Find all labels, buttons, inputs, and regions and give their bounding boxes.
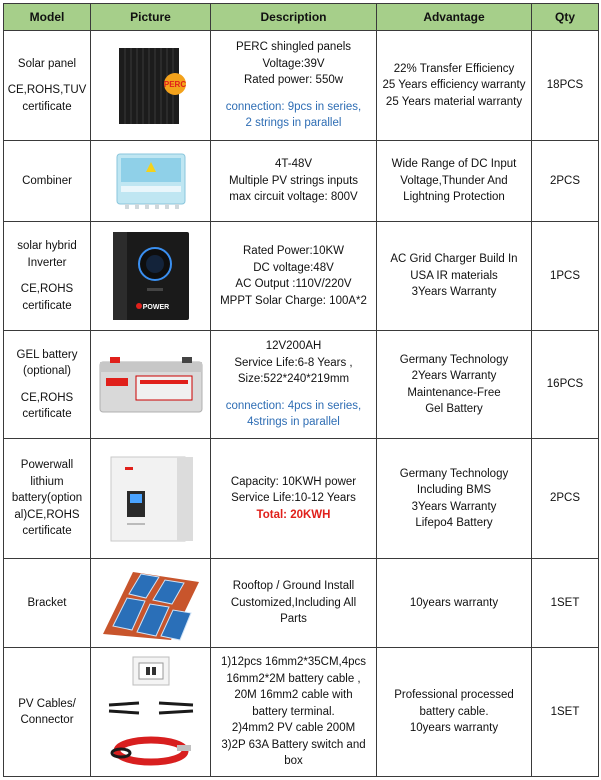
- qty-cell: 18PCS: [532, 31, 599, 141]
- product-table: [3, 3, 599, 777]
- description-cell: 4T-48V Multiple PV strings inputs max circuit voltage: 800V: [211, 141, 377, 222]
- model-cell: Bracket: [4, 559, 91, 648]
- description-cell: Capacity: 10KWH power Service Life:10-12 Years Total: 20KWH: [211, 439, 377, 559]
- picture-cell: [91, 439, 211, 559]
- perc-badge: PERC: [163, 79, 186, 89]
- total-capacity: Total: 20KWH: [256, 508, 331, 521]
- model-cell: GEL battery (optional) CE,ROHS certificate: [4, 331, 91, 439]
- description-cell: PERC shingled panels Voltage:39V Rated power: 550w connection: 9pcs in series, 2 strings in parallel: [211, 31, 377, 141]
- description-cell: Rated Power:10KW DC voltage:48V AC Output :110V/220V MPPT Solar Charge: 100A*2: [211, 222, 377, 331]
- table-row: [4, 222, 599, 331]
- advantage-cell: Germany Technology Including BMS 3Years Warranty Lifepo4 Battery: [377, 439, 532, 559]
- description-cell: 1)12pcs 16mm2*35CM,4pcs 16mm2*2M battery cable , 20M 16mm2 cable with battery terminal. 2)4mm2 PV cable 200M 3)2P 63A Battery switch and box: [211, 648, 377, 777]
- description-cell: 12V200AH Service Life:6-8 Years , Size:522*240*219mm connection: 4pcs in series, 4strings in parallel: [211, 331, 377, 439]
- header-picture: Picture: [91, 4, 211, 31]
- table-row: [4, 331, 599, 439]
- qty-cell: 2PCS: [532, 439, 599, 559]
- qty-cell: 2PCS: [532, 141, 599, 222]
- table-row: [4, 439, 599, 559]
- table-row: [4, 648, 599, 777]
- picture-cell: [91, 31, 211, 141]
- qty-cell: 16PCS: [532, 331, 599, 439]
- table-row: [4, 559, 599, 648]
- qty-cell: 1PCS: [532, 222, 599, 331]
- advantage-cell: Wide Range of DC Input Voltage,Thunder And Lightning Protection: [377, 141, 532, 222]
- inverter-image: [109, 230, 193, 322]
- gel-battery-image: [96, 354, 206, 416]
- advantage-cell: Germany Technology 2Years Warranty Maintenance-Free Gel Battery: [377, 331, 532, 439]
- header-advantage: Advantage: [377, 4, 532, 31]
- header-description: Description: [211, 4, 377, 31]
- table-row: [4, 141, 599, 222]
- picture-cell: [91, 559, 211, 648]
- description-cell: Rooftop / Ground Install Customized,Including All Parts: [211, 559, 377, 648]
- header-model: Model: [4, 4, 91, 31]
- powerwall-image: [103, 451, 199, 547]
- inverter-brand: POWER: [142, 304, 169, 311]
- bracket-image: [99, 564, 203, 642]
- solar-panel-image: [111, 46, 191, 126]
- combiner-box-image: [115, 150, 187, 212]
- header-qty: Qty: [532, 4, 599, 31]
- picture-cell: [91, 141, 211, 222]
- picture-cell: [91, 331, 211, 439]
- header-row: [4, 4, 599, 31]
- table-row: [4, 31, 599, 141]
- qty-cell: 1SET: [532, 559, 599, 648]
- picture-cell: [91, 222, 211, 331]
- picture-cell: [91, 648, 211, 777]
- advantage-cell: AC Grid Charger Build In USA IR materials 3Years Warranty: [377, 222, 532, 331]
- model-cell: solar hybrid Inverter CE,ROHS certificate: [4, 222, 91, 331]
- model-cell: Combiner: [4, 141, 91, 222]
- model-cell: PV Cables/ Connector: [4, 648, 91, 777]
- model-cell: Powerwall lithium battery(option al)CE,ROHS certificate: [4, 439, 91, 559]
- model-cell: Solar panel CE,ROHS,TUV certificate: [4, 31, 91, 141]
- advantage-cell: 22% Transfer Efficiency 25 Years efficiency warranty 25 Years material warranty: [377, 31, 532, 141]
- advantage-cell: Professional processed battery cable. 10years warranty: [377, 648, 532, 777]
- qty-cell: 1SET: [532, 648, 599, 777]
- cables-image: [99, 653, 203, 771]
- advantage-cell: 10years warranty: [377, 559, 532, 648]
